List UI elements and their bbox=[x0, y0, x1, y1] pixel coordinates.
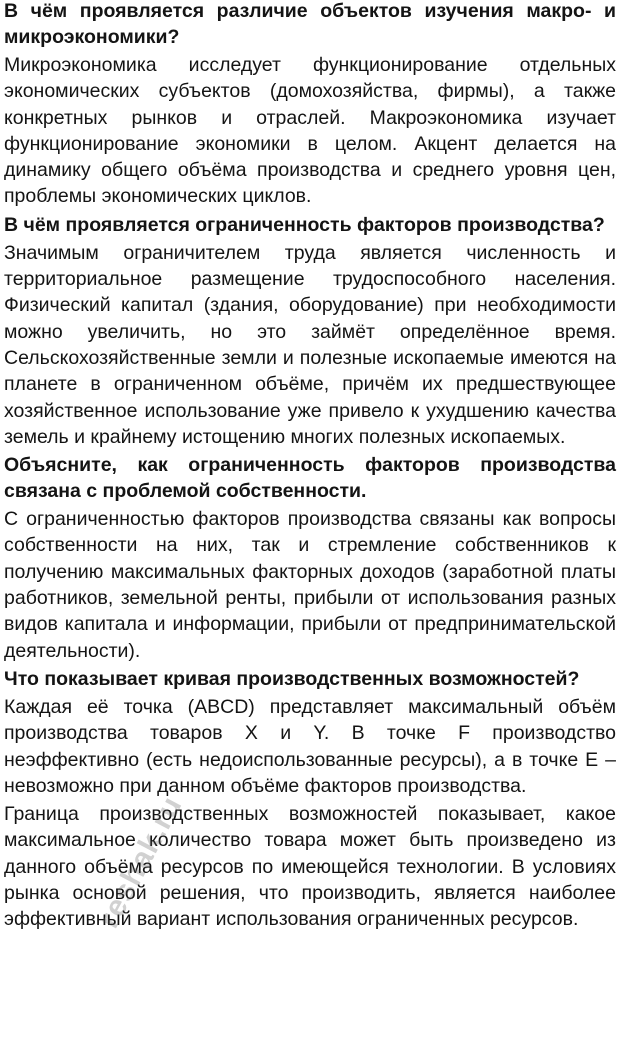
answer-paragraph: Микроэкономика исследует функционирование отдельных экономических субъектов (домохозяйства, фирмы), а также конкретных рынков и отраслей. Макроэкономика изучает функционирование экономики в целом. Акцент делается на динамику общего объёма производства и среднего уровня цен, проблемы экономических циклов. bbox=[4, 54, 616, 208]
answer-paragraph: С ограниченностью факторов производства связаны как вопросы собственности на них, так и стремление собственников к получению максимальных факторных доходов (заработной платы работников, земельной ренты, прибыли от использования разных видов капитала и информации, прибыли от предпринимательской деятельности). bbox=[4, 508, 616, 662]
question-heading: В чём проявляется различие объектов изучения макро- и микроэкономики? bbox=[4, 0, 616, 48]
section-property bbox=[4, 452, 616, 664]
section-ppf bbox=[4, 666, 616, 933]
question-heading: Объясните, как ограниченность факторов производства связана с проблемой собственности. bbox=[4, 454, 616, 503]
document-page bbox=[4, 0, 616, 935]
answer-paragraph: Граница производственных возможностей показывает, какое максимальное количество товара может быть произведено из данного объёма ресурсов по имеющейся технологии. В условиях рынка основой решения, что производить, является наиболее эффективный вариант использования ограниченных ресурсов. bbox=[4, 803, 616, 931]
answer-paragraph: Каждая её точка (ABCD) представляет максимальный объём производства товаров X и Y. В точке F производство неэффективно (есть недоиспользованные ресурсы), а в точке E – невозможно при данном объёме факторов производства. bbox=[4, 695, 616, 797]
question-heading: В чём проявляется ограниченность факторов производства? bbox=[4, 213, 605, 236]
answer-paragraph: Значимым ограничителем труда является численность и территориальное размещение трудоспособного населения. Физический капитал (здания, оборудование) при необходимости можно увеличить, но это займёт определённое время. Сельскохозяйственные земли и полезные ископаемые имеются на планете в ограниченном объёме, причём их предшествующее хозяйственное использование уже привело к ухудшению качества земель и крайнему истощению многих полезных ископаемых. bbox=[4, 241, 616, 448]
section-macro-micro bbox=[4, 0, 616, 210]
question-heading: Что показывает кривая производственных возможностей? bbox=[4, 667, 580, 690]
section-limited-factors bbox=[4, 212, 616, 450]
watermark-logo: reshak.ru bbox=[92, 790, 189, 934]
